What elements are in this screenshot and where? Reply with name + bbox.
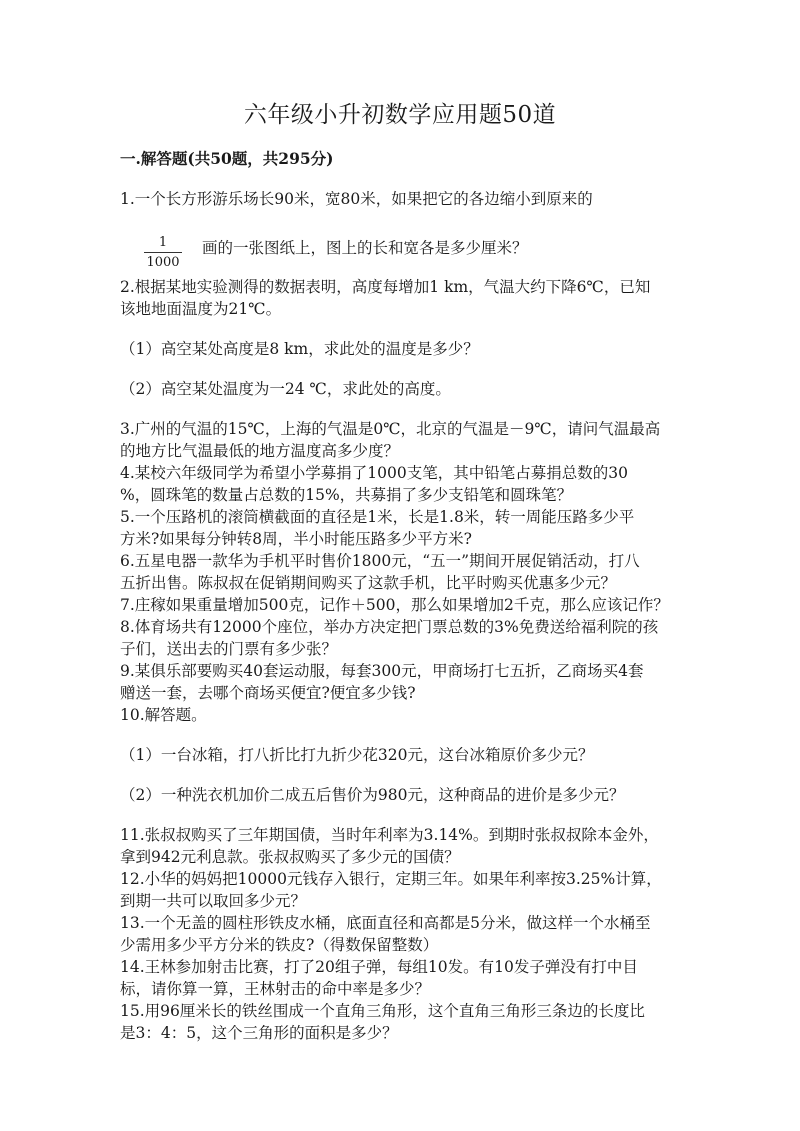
question-line: 画的一张图纸上，图上的长和宽各是多少厘米？ [202, 239, 528, 257]
question-line: 15.用96厘米长的铁丝围成一个直角三角形，这个直角三角形三条边的长度比 [120, 1002, 645, 1020]
question-line: 9.某俱乐部要购买40套运动服，每套300元，甲商场打七五折，乙商场买4套 [120, 662, 644, 680]
sub-question-line: （1）一台冰箱，打八折比打九折少花320元，这台冰箱原价多少元？ [120, 746, 594, 764]
question-line: 14.王林参加射击比赛，打了20组子弹，每组10发。有10发子弹没有打中目 [120, 958, 638, 976]
fraction-numerator: 1 [158, 235, 168, 250]
question-line: 1.一个长方形游乐场长90米，宽80米，如果把它的各边缩小到原来的 [120, 190, 593, 208]
question-line: 标，请你算一算，王林射击的命中率是多少？ [120, 980, 431, 998]
sub-question-line: （1）高空某处高度是8 km，求此处的温度是多少？ [120, 340, 479, 358]
fraction-bar [144, 252, 182, 253]
question-line: 少需用多少平方分米的铁皮?（得数保留整数） [120, 936, 439, 954]
question-line: %，圆珠笔的数量占总数的15%，共募捐了多少支铅笔和圆珠笔？ [120, 486, 573, 504]
question-line: 赠送一套，去哪个商场买便宜?便宜多少钱? [120, 684, 416, 702]
question-line: 6.五星电器一款华为手机平时售价1800元，“五一”期间开展促销活动，打八 [120, 552, 640, 570]
question-line: 10.解答题。 [120, 706, 207, 724]
sub-question-line: （2）高空某处温度为一24 ℃，求此处的高度。 [120, 380, 451, 398]
question-line: 的地方比气温最低的地方温度高多少度？ [120, 442, 400, 460]
sub-question-line: （2）一种洗衣机加价二成五后售价为980元，这种商品的进价是多少元？ [120, 786, 625, 804]
question-line: 到期一共可以取回多少元？ [120, 892, 307, 910]
question-line: 拿到942元利息款。张叔叔购买了多少元的国债？ [120, 848, 460, 866]
question-line: 5.一个压路机的滚筒横截面的直径是1米，长是1.8米，转一周能压路多少平 [120, 508, 635, 526]
question-line: 是3：4：5，这个三角形的面积是多少？ [120, 1024, 398, 1042]
question-line: 2.根据某地实验测得的数据表明，高度每增加1 km，气温大约下降6℃，已知 [120, 278, 651, 296]
question-line: 11.张叔叔购买了三年期国债，当时年利率为3.14%。到期时张叔叔除本金外， [120, 826, 659, 844]
question-line: 8.体育场共有12000个座位，举办方决定把门票总数的3%免费送给福利院的孩 [120, 618, 659, 636]
question-line: 该地地面温度为21℃。 [120, 300, 282, 318]
section-heading: 一.解答题(共50题，共295分) [120, 149, 334, 168]
question-line: 子们，送出去的门票有多少张？ [120, 640, 338, 658]
fraction-one-thousandth [144, 235, 182, 270]
question-line: 方米?如果每分钟转8周，半小时能压路多少平方米? [120, 530, 472, 548]
question-line: 12.小华的妈妈把10000元钱存入银行，定期三年。如果年利率按3.25%计算， [120, 870, 662, 888]
page-title: 六年级小升初数学应用题50道 [243, 102, 557, 128]
fraction-denominator: 1000 [146, 255, 180, 270]
question-line: 4.某校六年级同学为希望小学募捐了1000支笔，其中铅笔占募捐总数的30 [120, 464, 628, 482]
question-line: 7.庄稼如果重量增加500克，记作＋500，那么如果增加2千克，那么应该记作？ [120, 596, 669, 614]
question-line: 13.一个无盖的圆柱形铁皮水桶，底面直径和高都是5分米，做这样一个水桶至 [120, 914, 651, 932]
question-line: 3.广州的气温的15℃，上海的气温是0℃，北京的气温是－9℃，请问气温最高 [120, 420, 661, 438]
question-line: 五折出售。陈叔叔在促销期间购买了这款手机，比平时购买优惠多少元？ [120, 574, 617, 592]
